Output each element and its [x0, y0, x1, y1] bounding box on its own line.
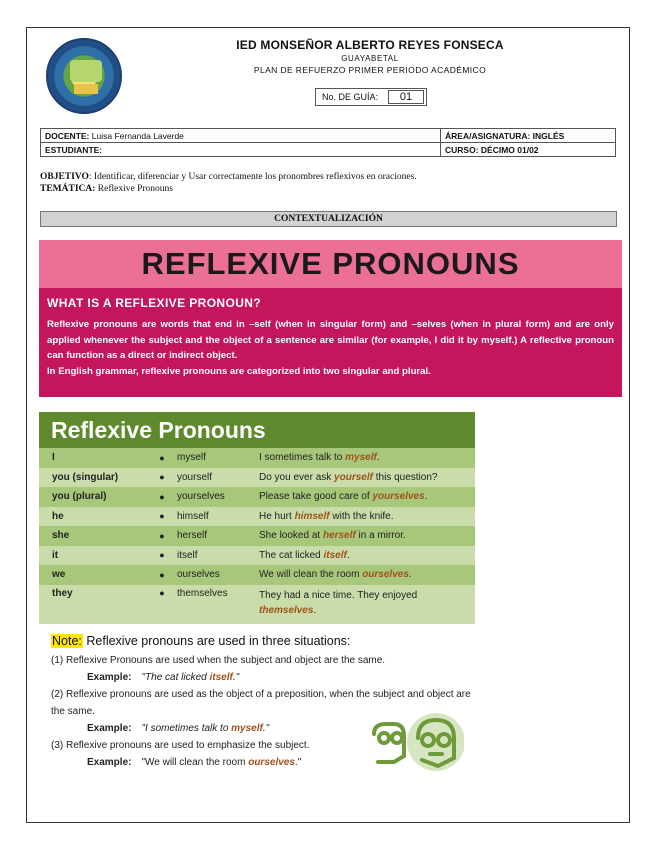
example-1-pre: "The cat licked	[141, 671, 210, 683]
example-post: this question?	[372, 471, 438, 483]
example-cell	[259, 548, 475, 563]
table-row	[39, 507, 475, 527]
bullet-icon: ●	[159, 472, 165, 483]
example-cell	[259, 528, 475, 543]
guia-value: 01	[388, 90, 424, 104]
info-row-docente	[41, 129, 616, 143]
example-label: Example:	[87, 756, 132, 768]
objetivo-block	[40, 171, 616, 195]
bullet-icon: ●	[159, 511, 165, 522]
bullet-icon: ●	[159, 491, 165, 502]
reflexive-cell: yourself	[177, 471, 213, 483]
example-cell	[259, 588, 475, 618]
example-1-post: ."	[232, 671, 240, 683]
example-2-highlight: myself	[231, 722, 263, 734]
example-pre: The cat licked	[259, 549, 324, 561]
example-pre: Please take good care of	[259, 491, 373, 503]
reflexive-cell: myself	[177, 452, 206, 464]
example-1-highlight: itself	[209, 671, 233, 683]
logo-field-shape	[70, 60, 102, 82]
docente-value: Luisa Fernanda Laverde	[91, 130, 184, 141]
example-post: .	[424, 491, 428, 503]
example-highlight: yourself	[334, 471, 373, 483]
banner-title: REFLEXIVE PRONOUNS	[39, 240, 622, 288]
example-3-highlight: ourselves	[248, 756, 295, 768]
reflexive-table-title: Reflexive Pronouns	[39, 412, 475, 448]
example-pre: Do you ever ask	[259, 471, 335, 483]
bullet-icon: ●	[159, 550, 165, 561]
bullet-icon: ●	[159, 587, 165, 598]
note-text: Reflexive pronouns are used in three situations:	[82, 633, 351, 648]
table-row	[39, 448, 475, 468]
example-2-post: ."	[262, 722, 270, 734]
banner-body	[39, 288, 622, 397]
example-3-pre: "We will clean the room	[141, 756, 249, 768]
example-cell	[259, 470, 475, 485]
reflexive-cell: themselves	[177, 587, 228, 599]
example-label: Example:	[87, 671, 132, 683]
bullet-icon: ●	[159, 530, 165, 541]
note-label: Note:	[52, 633, 82, 648]
example-1	[39, 669, 475, 686]
example-post: with the knife.	[329, 510, 394, 522]
objetivo-line	[40, 171, 616, 183]
example-label: Example:	[87, 722, 132, 734]
example-3-post: ."	[294, 756, 302, 768]
town-name: GUAYABETAL	[341, 54, 399, 63]
example-highlight: herself	[322, 530, 356, 542]
example-pre: I sometimes talk to	[259, 452, 346, 464]
bullet-icon: ●	[159, 569, 165, 580]
info-row-estudiante	[41, 143, 616, 157]
pronoun-cell: we	[52, 569, 66, 581]
example-2-pre: "I sometimes talk to	[141, 722, 232, 734]
pronoun-cell: I	[52, 452, 55, 464]
situation-1: (1) Reflexive Pronouns are used when the subject and object are the same.	[51, 654, 386, 666]
banner-paragraph-2: In English grammar, reflexive pronouns are categorized into two singular and plural.	[47, 365, 431, 377]
table-row	[39, 468, 475, 488]
situation-3: (3) Reflexive pronouns are used to emphasize the subject.	[51, 739, 310, 751]
pronoun-cell: she	[52, 530, 70, 542]
table-row	[39, 585, 475, 624]
example-highlight: themselves	[259, 604, 314, 616]
example-highlight: ourselves	[362, 569, 409, 581]
faces-illustration-icon	[364, 712, 464, 774]
area-cell: ÁREA/ASIGNATURA: INGLÉS	[441, 129, 616, 143]
example-post: .	[346, 549, 350, 561]
estudiante-cell: ESTUDIANTE:	[41, 143, 441, 157]
school-name: IED MONSEÑOR ALBERTO REYES FONSECA	[236, 38, 504, 52]
example-pre: She looked at	[259, 530, 323, 542]
example-highlight: himself	[294, 510, 330, 522]
reflexive-cell: ourselves	[177, 569, 220, 581]
logo-building-shape	[74, 84, 98, 94]
reflexive-cell: itself	[177, 549, 198, 561]
example-cell	[259, 567, 475, 582]
example-post: in a mirror.	[355, 530, 406, 542]
example-highlight: myself	[345, 452, 377, 464]
pronoun-cell: it	[52, 549, 59, 561]
docente-label: DOCENTE:	[45, 130, 90, 141]
table-row	[39, 546, 475, 566]
objetivo-label: OBJETIVO	[40, 172, 89, 182]
curso-cell: CURSO: DÉCIMO 01/02	[441, 143, 616, 157]
objetivo-text: : Identificar, diferenciar y Usar correctamente los pronombres reflexivos en oraciones.	[88, 172, 417, 182]
example-pre: They had a nice time. They enjoyed	[259, 589, 418, 601]
pronoun-cell: you (singular)	[52, 471, 119, 483]
example-highlight: yourselves	[372, 491, 425, 503]
reflexive-cell: himself	[177, 510, 209, 522]
table-row	[39, 487, 475, 507]
tematica-label: TEMÁTICA:	[40, 184, 96, 194]
guia-box	[315, 88, 427, 106]
pronoun-cell: you (plural)	[52, 491, 107, 503]
plan-title: PLAN DE REFUERZO PRIMER PERIODO ACADÉMICO	[253, 65, 487, 75]
bullet-icon: ●	[159, 452, 165, 463]
example-highlight: itself	[323, 549, 347, 561]
example-pre: We will clean the room	[259, 569, 363, 581]
example-cell	[259, 489, 475, 504]
context-title: CONTEXTUALIZACIÓN	[40, 211, 617, 227]
tematica-value: Reflexive Pronouns	[95, 184, 173, 194]
table-row	[39, 526, 475, 546]
example-pre: He hurt	[259, 510, 295, 522]
example-post: .	[408, 569, 412, 581]
situation-2: (2) Reflexive pronouns are used as the object of a preposition, when the subject and object are the same.	[51, 688, 471, 717]
pronoun-cell: he	[52, 510, 64, 522]
reflexive-cell: herself	[177, 530, 208, 542]
banner-question: WHAT IS A REFLEXIVE PRONOUN?	[47, 296, 262, 310]
guia-label: No. DE GUÍA:	[322, 92, 379, 102]
note-line	[39, 634, 475, 648]
example-post: .	[376, 452, 380, 464]
example-cell	[259, 509, 475, 524]
table-row	[39, 565, 475, 585]
example-cell	[259, 450, 475, 465]
pronoun-cell: they	[52, 587, 73, 599]
banner-paragraph-1: Reflexive pronouns are words that end in –self (when in singular form) and –selves (when in plural form) and are only applied whenever the subject and the object of a sentence are similar (for example, I did it by myself.) A reflective pronoun can function as a direct or indirect object.	[47, 319, 614, 361]
docente-cell	[41, 129, 441, 143]
school-logo-icon	[46, 38, 122, 114]
reflexive-cell: yourselves	[177, 491, 225, 503]
tematica-line	[40, 183, 616, 195]
example-post: .	[313, 604, 317, 616]
info-table	[40, 128, 616, 157]
reflexive-table-card	[39, 412, 475, 792]
